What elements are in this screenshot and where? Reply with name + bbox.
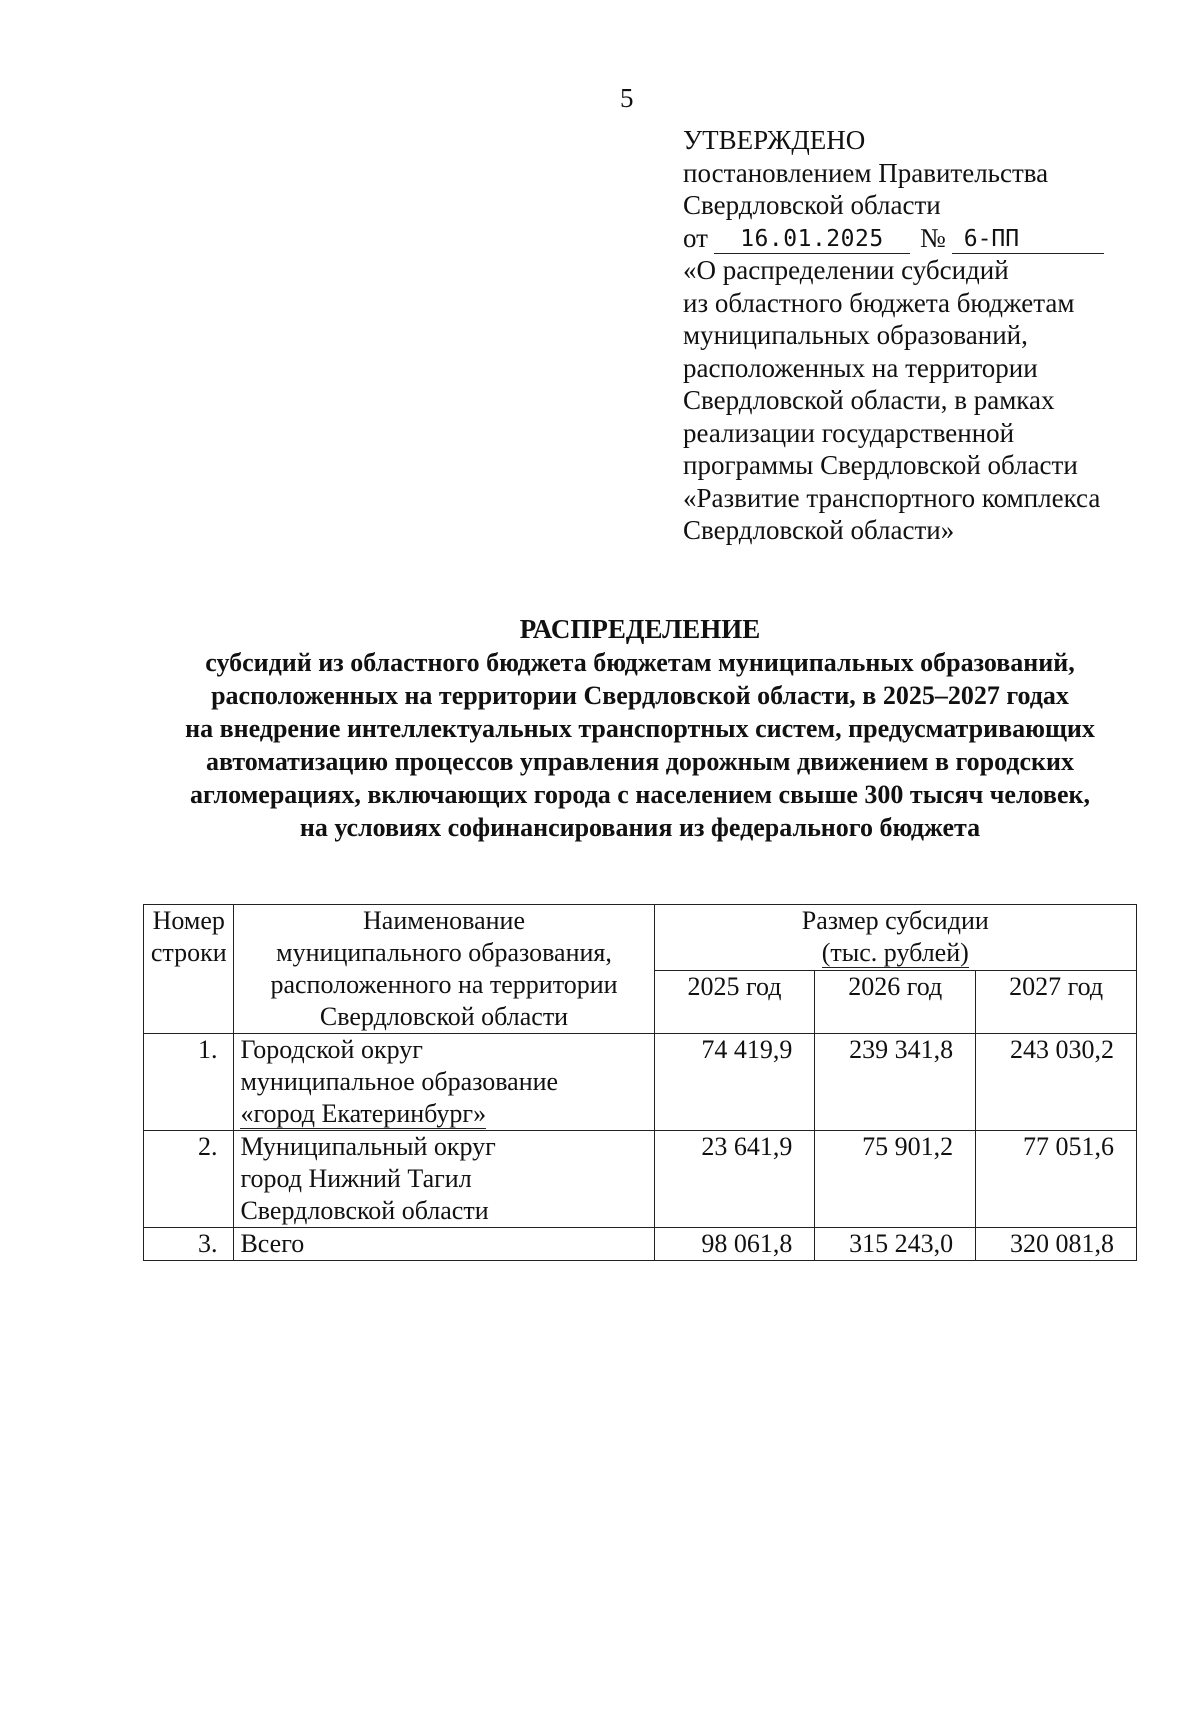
header-year-2027: 2027 год	[976, 971, 1137, 1034]
approval-title-line: Свердловской области, в рамках	[683, 385, 1055, 415]
row-value-2025: 98 061,8	[654, 1228, 815, 1261]
row-number: 1.	[144, 1034, 234, 1131]
document-title-line: агломерациях, включающих города с населением свыше 300 тысяч человек,	[190, 780, 1090, 809]
row-value-2026: 239 341,8	[815, 1034, 976, 1131]
header-name-line: муниципального образования,	[276, 938, 612, 967]
row-name-line: Свердловской области	[240, 1196, 489, 1225]
row-name-line: Городской округ	[240, 1035, 423, 1064]
approval-date-row	[683, 222, 1153, 255]
row-name-line: «город Екатеринбург»	[240, 1099, 487, 1128]
page-number: 5	[620, 83, 634, 113]
header-number-line: строки	[150, 938, 227, 967]
row-municipality	[234, 1131, 654, 1228]
table-row-total	[144, 1228, 1137, 1261]
row-value-2026: 315 243,0	[815, 1228, 976, 1261]
row-number: 3.	[144, 1228, 234, 1261]
approval-title-line: расположенных на территории	[683, 352, 1038, 383]
header-number-line: Номер	[152, 906, 225, 935]
header-subsidy-size	[654, 905, 1136, 971]
row-municipality	[234, 1034, 654, 1131]
document-title-line: субсидий из областного бюджета бюджетам муниципальных образований,	[205, 648, 1075, 677]
header-year-2026: 2026 год	[815, 971, 976, 1034]
approval-title-line: «О распределении субсидий	[683, 255, 1009, 285]
table-row	[144, 1131, 1137, 1228]
document-title-line: на условиях софинансирования из федерального бюджета	[299, 813, 981, 842]
document-title	[100, 612, 1180, 844]
approval-title-line: «Развитие транспортного комплекса	[683, 482, 1101, 513]
row-municipality: Всего	[234, 1228, 654, 1261]
header-year-2025: 2025 год	[654, 971, 815, 1034]
table-row	[144, 1034, 1137, 1131]
header-name-line: расположенного на территории	[270, 970, 618, 999]
subsidy-table	[143, 904, 1137, 1261]
approval-stamp	[683, 124, 1153, 547]
row-value-2026: 75 901,2	[815, 1131, 976, 1228]
row-value-2027: 320 081,8	[976, 1228, 1137, 1261]
document-title-line: на внедрение интеллектуальных транспортных систем, предусматривающих	[185, 714, 1095, 743]
header-size-line: Размер субсидии	[801, 906, 989, 935]
header-row-number	[144, 905, 234, 1034]
row-value-2027: 243 030,2	[976, 1034, 1137, 1131]
approval-title-line: реализации государственной	[683, 417, 1015, 448]
row-value-2027: 77 051,6	[976, 1131, 1137, 1228]
header-size-unit: (тыс. рублей)	[821, 938, 969, 967]
approval-date: 16.01.2025	[714, 225, 910, 254]
document-title-line: автоматизацию процессов управления дорожным движением в городских	[205, 747, 1075, 776]
date-prefix: от	[683, 222, 708, 253]
row-name-line: Муниципальный округ	[240, 1132, 496, 1161]
approval-title-line: программы Свердловской области	[683, 450, 1078, 480]
header-name-line: Свердловской области	[319, 1002, 569, 1031]
approval-line-2: Свердловской области	[683, 190, 941, 220]
approval-heading: УТВЕРЖДЕНО	[683, 125, 866, 155]
approval-title-line: муниципальных образований,	[683, 320, 1028, 350]
approval-line-1: постановлением Правительства	[683, 157, 1049, 188]
header-municipality	[234, 905, 654, 1034]
header-name-line: Наименование	[363, 906, 525, 935]
document-title-main: РАСПРЕДЕЛЕНИЕ	[519, 614, 761, 644]
document-title-line: расположенных на территории Свердловской области, в 2025–2027 годах	[211, 681, 1069, 710]
number-sign: №	[919, 222, 946, 253]
row-value-2025: 23 641,9	[654, 1131, 815, 1228]
row-name-line: муниципальное образование	[240, 1067, 559, 1096]
approval-number: 6-ПП	[952, 225, 1104, 254]
row-name-line: город Нижний Тагил	[240, 1164, 472, 1193]
row-value-2025: 74 419,9	[654, 1034, 815, 1131]
row-number: 2.	[144, 1131, 234, 1228]
approval-title-line: Свердловской области»	[683, 515, 955, 545]
approval-title-line: из областного бюджета бюджетам	[683, 287, 1075, 318]
table-header-row	[144, 905, 1137, 971]
